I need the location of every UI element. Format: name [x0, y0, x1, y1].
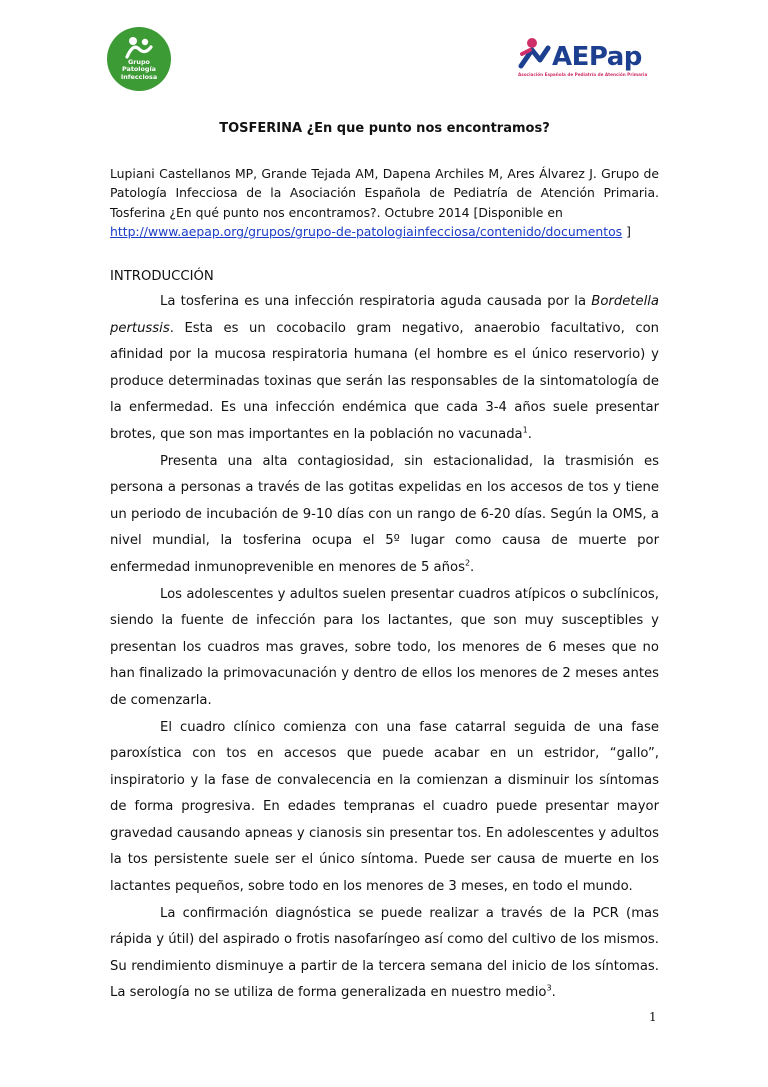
paragraph-1 — [110, 289, 659, 449]
grupo-patologia-infecciosa-logo — [107, 27, 171, 91]
aepap-wordmark: AEPap — [552, 42, 642, 72]
paragraph-1-end: . — [527, 426, 532, 442]
paragraph-3: Los adolescentes y adultos suelen presentar cuadros atípicos o subclínicos, siendo la fuente de infección para los lactantes, que son muy susceptibles y presentan los cuadros mas graves, sobre todo, los menores de 6 meses que no han finalizado la primovacunación y dentro de ellos los menores de 2 meses antes de comenzarla. — [110, 586, 659, 708]
paragraph-2-text: Presenta una alta contagiosidad, sin estacionalidad, la trasmisión es persona a personas a través de las gotitas expelidas en los accesos de tos y tiene un periodo de incubación de 9-10 días con un rango de 6-20 días. Según la OMS, a nivel mundial, la tosferina ocupa el 5º lugar como causa de muerte por enfermedad inmunoprevenible en menores de 5 años — [110, 453, 659, 575]
paragraph-4: El cuadro clínico comienza con una fase catarral seguida de una fase paroxística con tos en accesos que puede acabar en un estridor, “gallo”, inspiratorio y la fase de convalecencia en la comienzan a disminuir los síntomas de forma progresiva. En edades tempranas el cuadro puede presentar mayor gravedad causando apneas y cianosis sin presentar tos. En adolescentes y adultos la tos persistente suele ser el único síntoma. Puede ser causa de muerte en los lactantes pequeños, sobre todo en los menores de 3 meses, en todo el mundo. — [110, 719, 659, 895]
citation-block — [110, 164, 659, 241]
child-figure-icon — [125, 35, 153, 59]
section-heading: INTRODUCCIÓN — [110, 269, 214, 284]
aepap-logo — [518, 36, 660, 82]
paragraph-2 — [110, 449, 659, 582]
page-number: 1 — [649, 1010, 657, 1024]
paragraph-2-end: . — [470, 559, 475, 575]
paragraph-1-text-b: . Esta es un cocobacilo gram negativo, anaerobio facultativo, con afinidad por la mucosa respiratoria humana (el hombre es el único reservorio) y produce determinadas toxinas que serán las responsables de la sintomatología de la enfermedad. Es una infección endémica que cada 3-4 años suele presentar brotes, que son mas importantes en la población no vacunada — [110, 320, 659, 442]
species-name: Bordetella pertussis — [110, 294, 659, 336]
document-title: TOSFERINA ¿En que punto nos encontramos? — [219, 121, 550, 136]
logo-line-2: Patología — [122, 65, 156, 74]
logo-line-3: Infecciosa — [120, 72, 158, 81]
reference-2: 2 — [464, 558, 471, 568]
logo-line-1: Grupo — [128, 58, 150, 66]
paragraph-5 — [110, 901, 659, 1007]
paragraph-1-text-a: La tosferina es una infección respiratoria aguda causada por la — [160, 294, 592, 309]
citation-tail: ] — [622, 223, 631, 239]
body-text — [110, 289, 659, 1007]
reference-3: 3 — [546, 984, 552, 994]
aepap-subtitle: Asociación Española de Pediatría de Atención Primaria — [518, 72, 648, 77]
citation-text: Lupiani Castellanos MP, Grande Tejada AM, Dapena Archiles M, Ares Álvarez J. Grupo de Patología Infecciosa de la Asociación Española de Pediatría de Atención Primaria. Tosferina ¿En qué punto nos encontramos?. Octubre 2014 [Disponible en — [110, 166, 659, 220]
reference-1: 1 — [522, 425, 528, 435]
paragraph-5-text: La confirmación diagnóstica se puede realizar a través de la PCR (mas rápida y útil) del aspirado o frotis nasofaríngeo así como del cultivo de los mismos. Su rendimiento disminuye a partir de la tercera semana del inicio de los síntomas. La serología no se utiliza de forma generalizada en nuestro medio — [110, 905, 659, 1001]
citation-link[interactable]: http://www.aepap.org/grupos/grupo-de-patologiainfecciosa/contenido/documentos — [110, 223, 623, 239]
paragraph-5-end: . — [551, 985, 556, 1001]
